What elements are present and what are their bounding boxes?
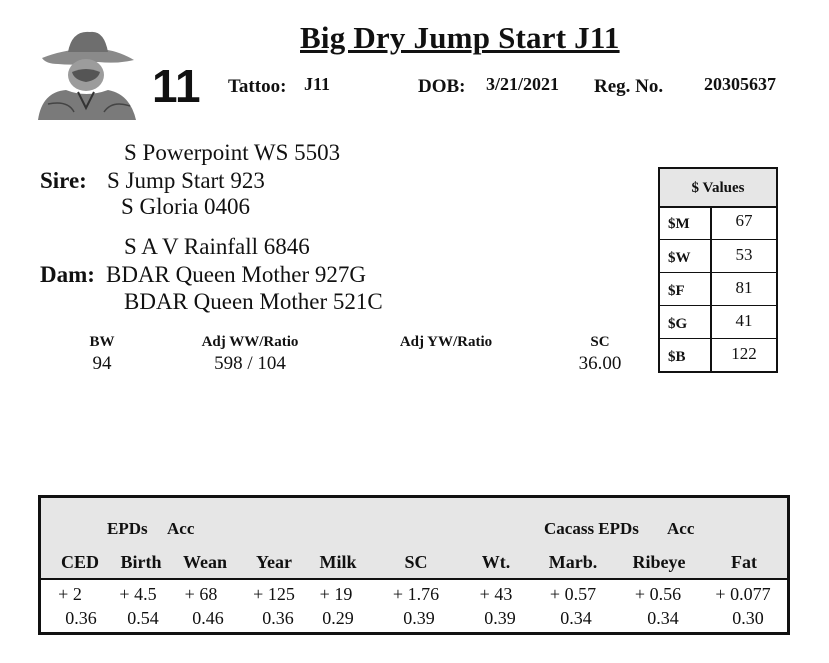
dollar-value: 122 <box>731 344 757 363</box>
adj-ww-label: Adj WW/Ratio <box>201 334 299 350</box>
epd-value: + 1.76 <box>392 584 440 604</box>
epd-column-header: Ribeye <box>632 552 686 572</box>
epd-value: + 0.56 <box>634 584 682 604</box>
epds-group-label: EPDs <box>107 519 148 538</box>
acc-value: 0.29 <box>322 608 354 628</box>
dob-label: DOB: <box>418 76 466 97</box>
epds-acc-label: Acc <box>167 519 195 538</box>
epd-column-header: Fat <box>731 552 757 572</box>
epd-value: + 4.5 <box>119 584 157 604</box>
dam-sire: S A V Rainfall 6846 <box>124 234 310 259</box>
acc-value: 0.39 <box>403 608 435 628</box>
adj-ww-value: 598 / 104 <box>214 353 286 374</box>
dollar-value-label: $W <box>660 240 712 272</box>
dollar-value-label: $F <box>660 273 712 305</box>
dollar-value-label: $G <box>660 306 712 338</box>
adj-yw-label: Adj YW/Ratio <box>399 334 493 350</box>
epd-value: + 2 <box>58 584 82 604</box>
sc-value: 36.00 <box>578 353 622 374</box>
dollar-value-row <box>660 239 776 272</box>
dollar-value-row <box>660 305 776 338</box>
dollar-value: 81 <box>735 278 753 297</box>
dollar-value-label: $B <box>660 339 712 371</box>
epd-column-header: Marb. <box>548 552 598 572</box>
acc-value: 0.34 <box>647 608 679 628</box>
reg-no-label: Reg. No. <box>594 76 664 97</box>
tattoo-value: J11 <box>304 74 331 94</box>
epd-table <box>38 495 790 635</box>
carcass-epds-group-label: Cacass EPDs <box>544 519 639 538</box>
dollar-values-title: $ Values <box>660 169 776 208</box>
epd-column-header: CED <box>60 552 99 572</box>
dam-dam: BDAR Queen Mother 521C <box>124 289 383 314</box>
dollar-value-label: $M <box>660 206 712 239</box>
epd-column-header: SC <box>404 552 428 572</box>
lot-number: 11 <box>152 60 201 112</box>
sire-sire: S Powerpoint WS 5503 <box>124 140 341 165</box>
sc-label: SC <box>590 334 610 350</box>
acc-value: 0.39 <box>484 608 516 628</box>
dollar-value: 53 <box>735 245 753 264</box>
tattoo-label: Tattoo: <box>228 76 287 97</box>
acc-value: 0.36 <box>262 608 294 628</box>
dob-value: 3/21/2021 <box>486 74 560 94</box>
acc-value: 0.46 <box>192 608 224 628</box>
dollar-value-row <box>660 206 776 239</box>
epd-column-header: Milk <box>319 552 357 572</box>
dollar-value-row <box>660 272 776 305</box>
epd-column-header: Wt. <box>481 552 511 572</box>
cowboy-logo-image <box>38 20 136 120</box>
sire-name: S Jump Start 923 <box>107 168 265 193</box>
epd-value: + 19 <box>319 584 353 604</box>
epd-value: + 68 <box>184 584 218 604</box>
dollar-value-row <box>660 338 776 371</box>
epd-column-header: Wean <box>182 552 227 572</box>
dollar-value: 41 <box>735 311 753 330</box>
epd-value: + 0.57 <box>549 584 597 604</box>
epd-table-header <box>41 498 787 580</box>
epd-value: + 125 <box>253 584 295 604</box>
dam-label: Dam: <box>40 262 95 287</box>
epd-column-header: Birth <box>120 552 162 572</box>
dollar-value: 67 <box>735 211 753 230</box>
sire-label: Sire: <box>40 168 87 193</box>
sire-dam: S Gloria 0406 <box>121 194 251 219</box>
carcass-acc-label: Acc <box>667 519 695 538</box>
dollar-values-table <box>658 167 778 373</box>
acc-value: 0.30 <box>732 608 764 628</box>
bw-value: 94 <box>92 353 112 374</box>
epd-column-header: Year <box>256 552 292 572</box>
acc-value: 0.54 <box>127 608 159 628</box>
bw-label: BW <box>89 334 115 350</box>
acc-value: 0.34 <box>560 608 592 628</box>
epd-value: + 43 <box>479 584 513 604</box>
epd-value: + 0.077 <box>715 584 771 604</box>
animal-title: Big Dry Jump Start J11 <box>300 20 620 55</box>
reg-no-value: 20305637 <box>704 74 776 94</box>
acc-value: 0.36 <box>65 608 97 628</box>
dam-name: BDAR Queen Mother 927G <box>106 262 366 287</box>
